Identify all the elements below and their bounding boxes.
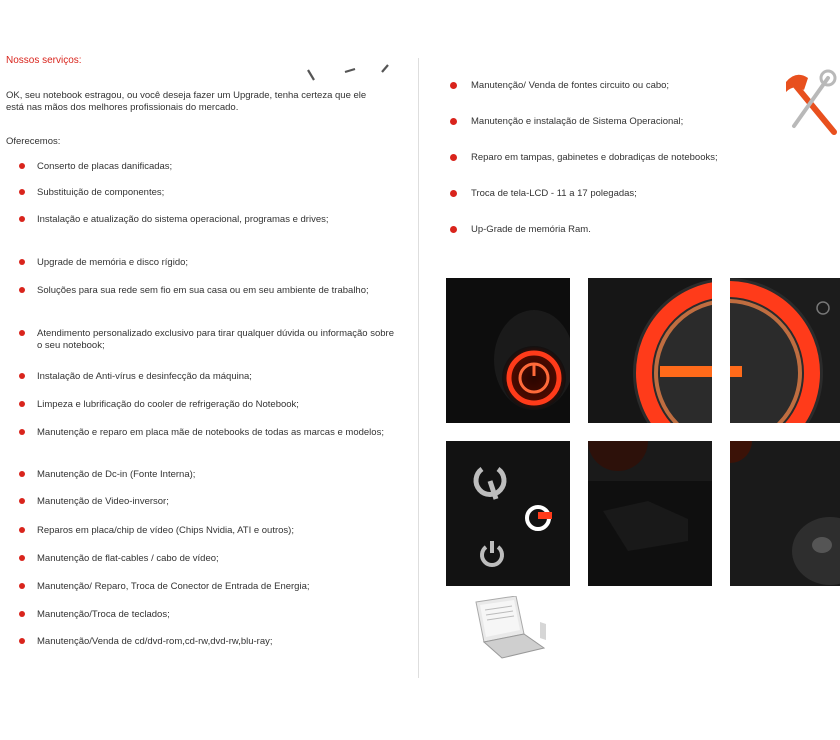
power-tile-2 xyxy=(588,278,712,423)
list-item: Substituição de componentes; xyxy=(6,187,401,214)
offer-label: Oferecemos: xyxy=(6,136,61,147)
bullet-icon xyxy=(19,216,25,222)
list-item: Manutenção/Troca de teclados; xyxy=(6,609,401,636)
bullet-icon xyxy=(19,163,25,169)
list-item: Instalação de Anti-vírus e desinfecção da máquina; xyxy=(6,371,401,399)
bullet-icon xyxy=(19,330,25,336)
list-item: Manutenção e instalação de Sistema Operacional; xyxy=(447,116,787,152)
list-item: Troca de tela-LCD - 11 a 17 polegadas; xyxy=(447,188,787,224)
dark-knob-image xyxy=(730,441,840,586)
power-tile-1 xyxy=(446,278,570,423)
list-item: Soluções para sua rede sem fio em sua casa ou em seu ambiente de trabalho; xyxy=(6,285,401,328)
list-item: Up-Grade de memória Ram. xyxy=(447,224,787,260)
left-column xyxy=(6,55,401,656)
bullet-icon xyxy=(19,555,25,561)
bullet-icon xyxy=(450,118,457,125)
bullet-icon xyxy=(19,638,25,644)
list-item: Manutenção de Dc-in (Fonte Interna); xyxy=(6,469,401,496)
bullet-icon xyxy=(19,429,25,435)
list-item: Manutenção de Video-inversor; xyxy=(6,496,401,525)
intro-text: OK, seu notebook estragou, ou você deseja fazer um Upgrade, tenha certeza que ele está nas mãos dos melhores profissionais do mercado. xyxy=(6,90,367,113)
power-tile-4 xyxy=(446,441,570,586)
bullet-icon xyxy=(19,373,25,379)
list-item: Atendimento personalizado exclusivo para tirar qualquer dúvida ou informação sobre o seu notebook; xyxy=(6,328,401,371)
bullet-icon xyxy=(450,190,457,197)
power-tile-6 xyxy=(730,441,840,586)
services-list-right xyxy=(447,80,787,260)
list-item: Instalação e atualização do sistema operacional, programas e drives; xyxy=(6,214,401,257)
list-item: Manutenção/ Reparo, Troca de Conector de Entrada de Energia; xyxy=(6,581,401,609)
list-item: Manutenção de flat-cables / cabo de vídeo; xyxy=(6,553,401,581)
column-divider xyxy=(418,58,419,678)
power-ring-large xyxy=(588,278,712,423)
bullet-icon xyxy=(19,401,25,407)
list-item: Reparos em placa/chip de vídeo (Chips Nvidia, ATI e outros); xyxy=(6,525,401,553)
decorative-slashes xyxy=(300,60,400,90)
dark-panel-image xyxy=(588,441,712,586)
bullet-icon xyxy=(450,226,457,233)
list-item: Manutenção/ Venda de fontes circuito ou cabo; xyxy=(447,80,787,116)
tools-icon xyxy=(782,68,840,138)
section-title: Nossos serviços: xyxy=(6,55,82,66)
bullet-icon xyxy=(19,259,25,265)
power-tile-3 xyxy=(730,278,840,423)
power-tile-5 xyxy=(588,441,712,586)
bullet-icon xyxy=(19,527,25,533)
right-column xyxy=(447,80,787,260)
list-item: Manutenção e reparo em placa mãe de notebooks de todas as marcas e modelos; xyxy=(6,427,401,469)
laptop-icon xyxy=(470,596,550,662)
bullet-icon xyxy=(19,498,25,504)
bullet-icon xyxy=(450,154,457,161)
list-item: Conserto de placas danificadas; xyxy=(6,161,401,187)
bullet-icon xyxy=(19,471,25,477)
bullet-icon xyxy=(19,287,25,293)
list-item: Upgrade de memória e disco rígido; xyxy=(6,257,401,285)
bullet-icon xyxy=(19,583,25,589)
list-item: Manutenção/Venda de cd/dvd-rom,cd-rw,dvd-rw,blu-ray; xyxy=(6,636,401,656)
list-item: Limpeza e lubrificação do cooler de refrigeração do Notebook; xyxy=(6,399,401,427)
power-symbols-icon xyxy=(446,441,570,586)
bullet-icon xyxy=(19,611,25,617)
power-ring-large-right xyxy=(730,278,840,423)
bullet-icon xyxy=(19,189,25,195)
list-item: Reparo em tampas, gabinetes e dobradiças de notebooks; xyxy=(447,152,787,188)
services-list xyxy=(6,161,401,656)
bullet-icon xyxy=(450,82,457,89)
power-button-icon xyxy=(446,278,570,423)
